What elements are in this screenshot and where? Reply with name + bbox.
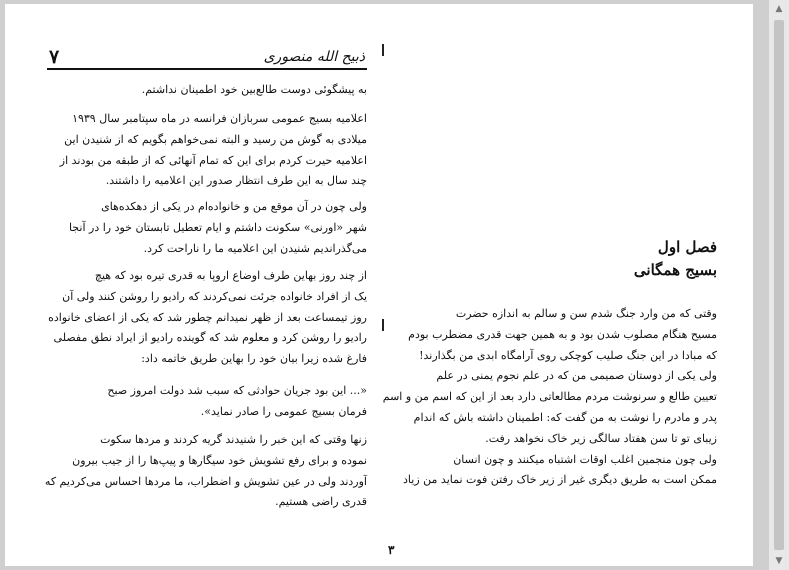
page-number: ۷ — [49, 46, 60, 68]
text-line: فرمان بسیج عمومی را صادر نماید». — [200, 404, 367, 418]
chapter-body — [382, 304, 717, 491]
text-line: رادیو را روشن کرد و معلوم شد که گوینده رادیو از ایراد نطق مفصلی — [53, 331, 367, 345]
text-line: آوردند ولی در عین تشویش و اضطراب، ما مردها احساس می‌کردیم که — [44, 474, 367, 488]
right-page — [381, 4, 753, 566]
chapter-subtitle: بسیج همگانی — [633, 261, 717, 279]
paragraph — [45, 430, 367, 513]
text-line: فارغ شده زیرا بیان خود را بهاین طریق خاتمه داد: — [141, 352, 367, 366]
scroll-down-arrow-icon[interactable]: ▼ — [769, 552, 789, 570]
paragraph — [45, 80, 367, 101]
text-line: روز تیمساعت بعد از ظهر نمیدانم چطور شد که یکی از اعضای خانواده — [48, 310, 367, 324]
page-header — [47, 48, 367, 70]
text-line: ولی چون منجمین اغلب اوقات اشتباه میکنند و چون انسان — [453, 452, 717, 466]
text-line: مسیح هنگام مصلوب شدن بود و به همین جهت قدری مضطرب بودم — [408, 327, 717, 341]
scroll-up-arrow-icon[interactable]: ▲ — [769, 0, 789, 18]
text-line: ممکن است به طریق دیگری غیر از زیر خاک رفتن فوت نماید من زیاد — [403, 473, 717, 487]
text-line: «... این بود جریان حوادثی که سبب شد دولت امروز صبح — [107, 384, 367, 397]
paragraph — [45, 381, 367, 423]
text-line: نموده و برای رفع تشویش خود سیگارها و پیپ‌ها را از جیب بیرون — [72, 453, 367, 467]
book-spread — [5, 4, 753, 566]
paragraph — [45, 197, 367, 259]
text-line: پدر و مادرم را نوشت به من گفت که: اطمینان داشته باش که اندام — [413, 410, 717, 424]
running-head: ذبیح الله منصوری — [263, 49, 365, 65]
text-line: ولی یکی از دوستان صمیمی من که در علم نجوم یمنی در علم — [436, 369, 717, 383]
text-line: زیبای تو تا سن هفتاد سالگی زیر خاک نخواهد رفت. — [485, 431, 717, 445]
left-page — [5, 4, 381, 566]
text-line: چند سال به این طرف انتظار صدور این اعلامیه را داشتند. — [105, 174, 367, 188]
text-line: تعیین طالع و سرنوشت مردم مطالعاتی دارد بعد از این که اسم من و اسم — [382, 390, 717, 404]
text-line: می‌گذراندیم شنیدن این اعلامیه ما را ناراحت کرد. — [143, 241, 367, 255]
chapter-title: فصل اول — [657, 238, 717, 256]
page-mark: ۳ — [388, 543, 395, 557]
text-line: میلادی به گوش من رسید و البته نمی‌خواهم بگویم که از شنیدن این — [64, 132, 367, 146]
scrollbar-thumb[interactable] — [774, 20, 784, 550]
text-line: زنها وقتی که این خبر را شنیدند گریه کردند و مردها سکوت — [100, 433, 367, 446]
text-line: به پیشگوئی دوست طالع‌بین خود اطمینان نداشتم. — [141, 83, 367, 96]
text-line: وقتی که من وارد جنگ شدم سن و سالم به اندازه حضرت — [455, 307, 717, 320]
text-line: یک از افراد خانواده جرئت نمی‌کردند که رادیو را روشن کنند ولی آن — [62, 289, 367, 303]
text-line: اعلامیه بسیج عمومی سربازان فرانسه در ماه سپتامبر سال ۱۹۳۹ — [72, 112, 367, 125]
text-line: شهر «اورنی» سکونت داشتم و ایام تعطیل تابستان خود را در آنجا — [68, 220, 367, 234]
text-line: که مبادا در این جنگ صلیب کوچکی روی آرامگاه ابدی من بگذارند! — [419, 348, 717, 362]
text-line: ولی چون در آن موقع من و خانواده‌ام در یکی از دهکده‌های — [101, 200, 367, 213]
vertical-scrollbar[interactable] — [769, 0, 789, 570]
header-rule — [47, 68, 367, 70]
text-line: از چند روز بهاین طرف اوضاع اروپا به قدری تیره بود که هیچ — [94, 269, 367, 282]
paragraph — [45, 109, 367, 192]
paragraph — [45, 266, 367, 370]
text-line: اعلامیه حیرت کردم برای این که تمام آنهائی که از طبقه من بودند از — [59, 153, 367, 167]
text-line: قدری راضی هستیم. — [275, 495, 367, 509]
